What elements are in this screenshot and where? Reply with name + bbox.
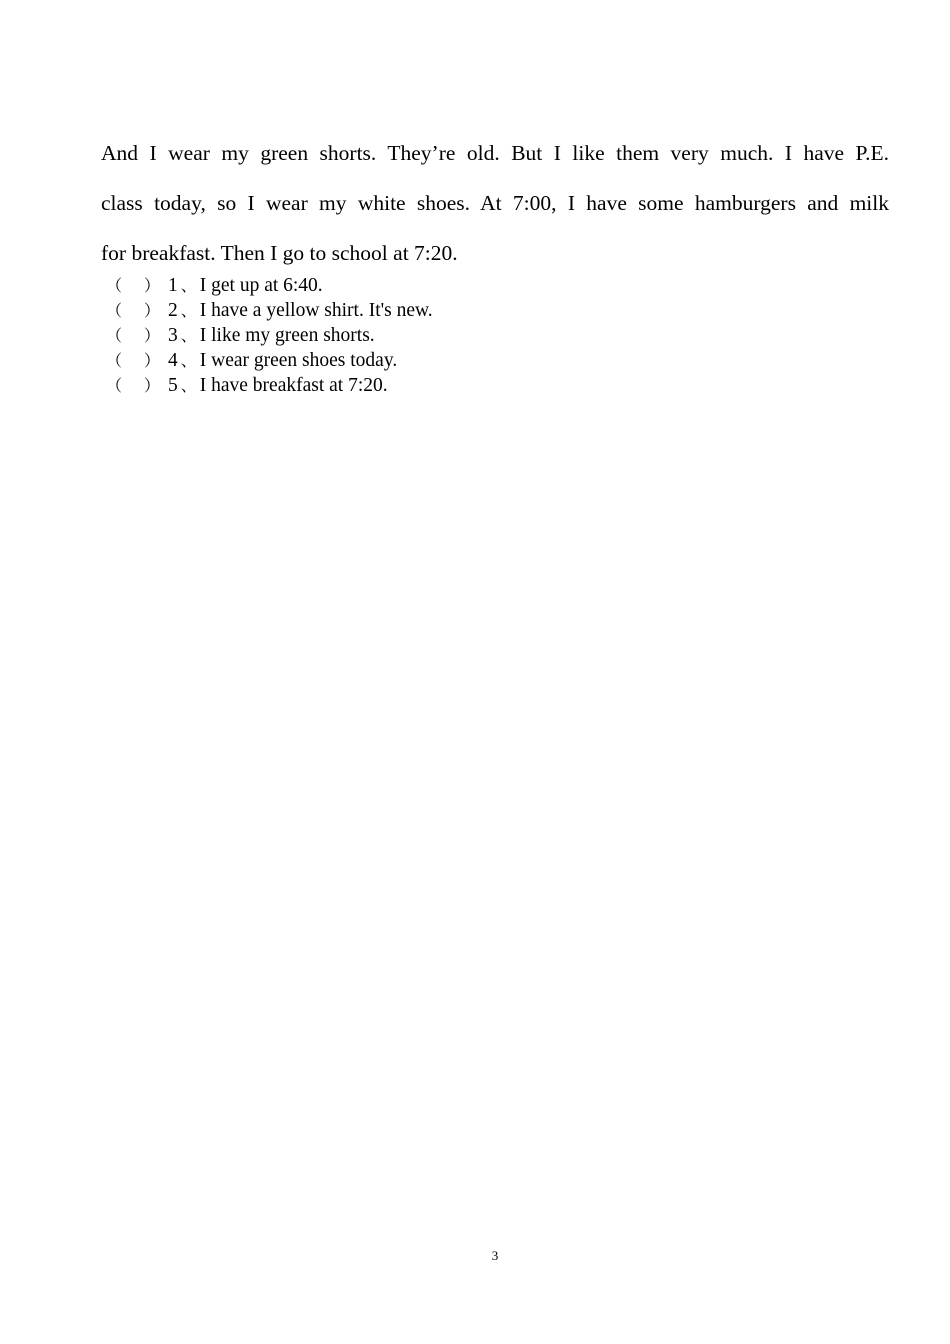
question-text: I have a yellow shirt. It's new. — [199, 300, 433, 321]
open-paren: （ — [106, 303, 123, 320]
passage-line: And I wear my green shorts. They’re old. But I like them very much. I have P.E. — [101, 141, 889, 165]
question-text: I wear green shoes today. — [199, 350, 398, 371]
open-paren: （ — [106, 378, 123, 395]
passage-line: for breakfast. Then I go to school at 7:20. — [101, 241, 458, 265]
question-item — [106, 373, 806, 398]
question-text: I have breakfast at 7:20. — [199, 375, 388, 396]
question-number: 1 — [168, 275, 178, 296]
question-text: I like my green shorts. — [199, 325, 375, 346]
close-paren: ） — [144, 378, 161, 395]
question-text: I get up at 6:40. — [199, 275, 323, 296]
open-paren: （ — [106, 278, 123, 295]
close-paren: ） — [144, 303, 161, 320]
question-separator: 、 — [180, 376, 197, 395]
question-item — [106, 273, 806, 298]
question-separator: 、 — [180, 301, 197, 320]
question-number: 5 — [168, 375, 178, 396]
question-separator: 、 — [180, 351, 197, 370]
question-item — [106, 298, 806, 323]
question-number: 2 — [168, 300, 178, 321]
question-number: 3 — [168, 325, 178, 346]
page-number: 3 — [491, 1248, 499, 1263]
question-number: 4 — [168, 350, 178, 371]
passage-line: class today, so I wear my white shoes. At 7:00, I have some hamburgers and milk — [101, 191, 889, 215]
open-paren: （ — [106, 353, 123, 370]
question-item — [106, 348, 806, 373]
close-paren: ） — [144, 328, 161, 345]
question-separator: 、 — [180, 326, 197, 345]
reading-passage — [101, 128, 889, 278]
true-false-questions — [106, 273, 806, 398]
close-paren: ） — [144, 278, 161, 295]
question-item — [106, 323, 806, 348]
close-paren: ） — [144, 353, 161, 370]
open-paren: （ — [106, 328, 123, 345]
question-separator: 、 — [180, 276, 197, 295]
